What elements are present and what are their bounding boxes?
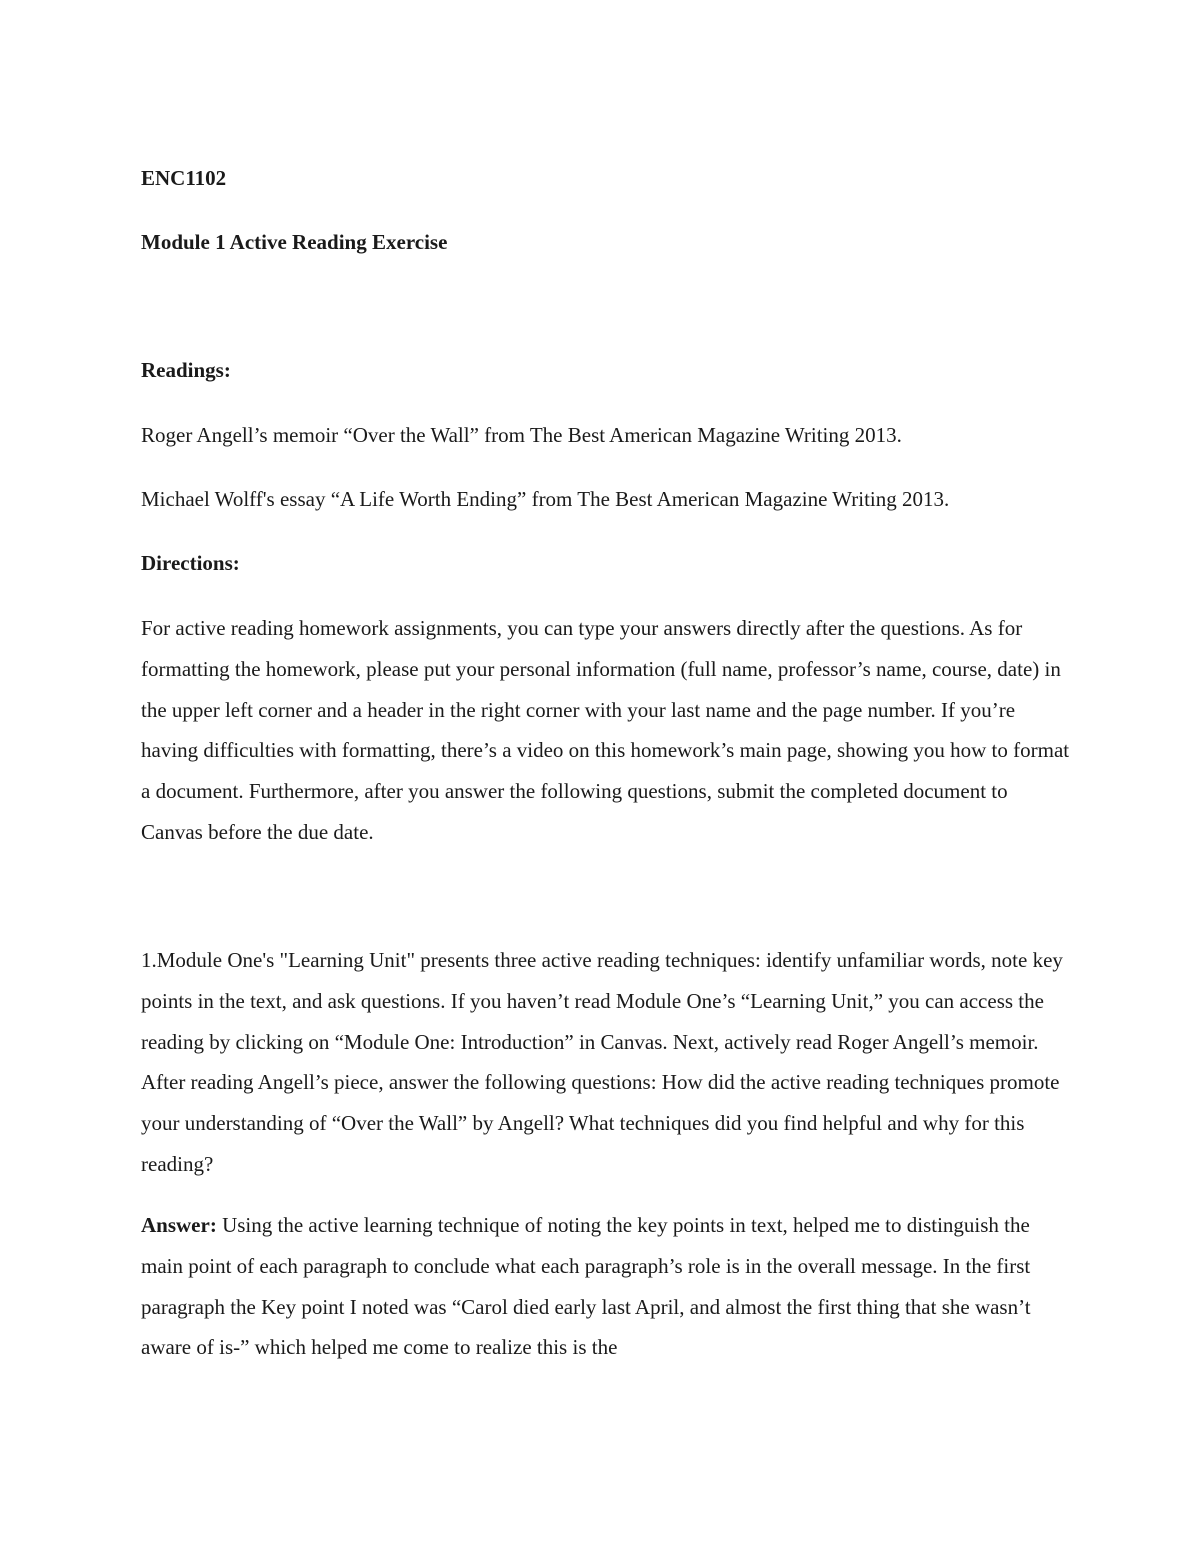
reading-item: Roger Angell’s memoir “Over the Wall” from The Best American Magazine Writing 2013. bbox=[141, 423, 902, 447]
answer-paragraph bbox=[141, 1205, 1071, 1368]
answer-label: Answer: bbox=[141, 1213, 217, 1237]
readings-heading: Readings: bbox=[141, 358, 231, 382]
answer-text: Using the active learning technique of noting the key points in text, helped me to distinguish the main point of each paragraph to conclude what each paragraph’s role is in the overall message. In the first paragraph the Key point I noted was “Carol died early last April, and almost the first thing that she wasn’t aware of is-” which helped me come to realize this is the bbox=[141, 1213, 1031, 1360]
directions-heading: Directions: bbox=[141, 551, 240, 575]
reading-item: Michael Wolff's essay “A Life Worth Ending” from The Best American Magazine Writing 2013. bbox=[141, 487, 950, 511]
question-text: 1.Module One's "Learning Unit" presents three active reading techniques: identify unfamiliar words, note key points in the text, and ask questions. If you haven’t read Module One’s “Learning Unit,” you can access the reading by clicking on “Module One: Introduction” in Canvas. Next, actively read Roger Angell’s memoir. After reading Angell’s piece, answer the following questions: How did the active reading techniques promote your understanding of “Over the Wall” by Angell? What techniques did you find helpful and why for this reading? bbox=[141, 948, 1063, 1176]
document-title: Module 1 Active Reading Exercise bbox=[141, 230, 448, 254]
directions-body: For active reading homework assignments, you can type your answers directly after the questions. As for formatting the homework, please put your personal information (full name, professor’s name, course, date) in the upper left corner and a header in the right corner with your last name and the page number. If you’re having difficulties with formatting, there’s a video on this homework’s main page, showing you how to format a document. Furthermore, after you answer the following questions, submit the completed document to Canvas before the due date. bbox=[141, 616, 1070, 844]
course-code: ENC1102 bbox=[141, 166, 227, 190]
